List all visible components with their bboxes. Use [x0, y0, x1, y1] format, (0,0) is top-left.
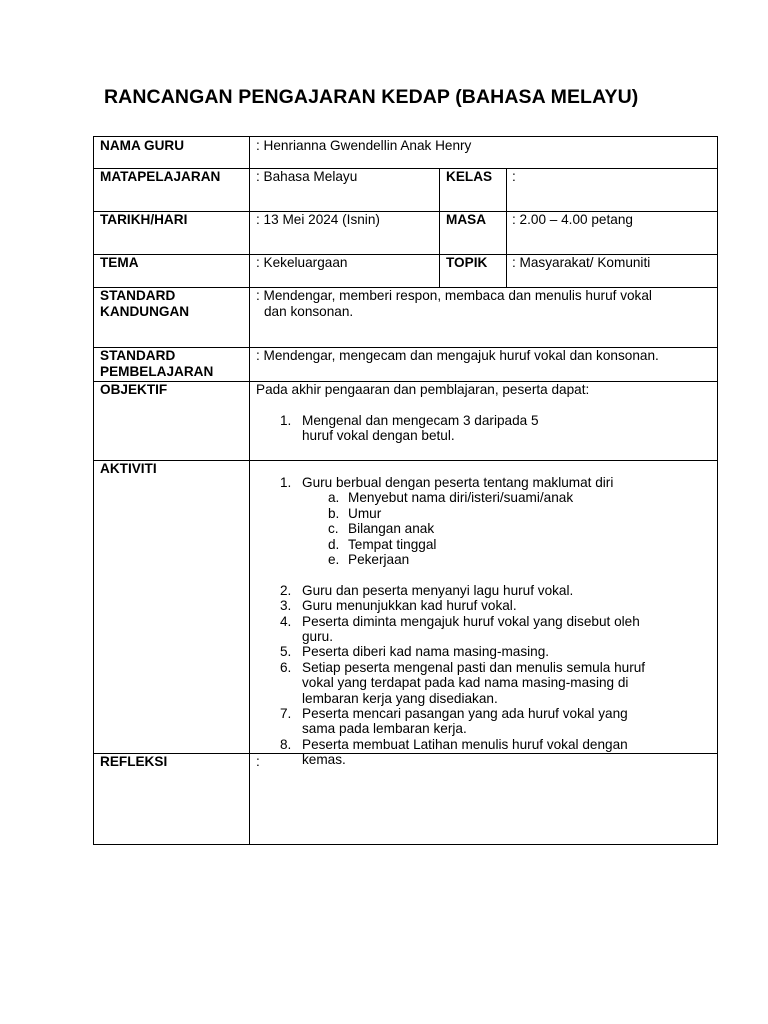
list-item — [256, 660, 664, 706]
kelas-value: : — [512, 169, 516, 184]
lesson-plan-table — [93, 136, 718, 845]
item-text: Guru menunjukkan kad huruf vokal. — [302, 598, 517, 614]
item-text: Guru dan peserta menyanyi lagu huruf vokal. — [302, 582, 574, 598]
objektif-intro: Pada akhir pengaaran dan pemblajaran, peserta dapat: — [256, 382, 590, 397]
page-title: RANCANGAN PENGAJARAN KEDAP (BAHASA MELAYU) — [104, 86, 639, 108]
item-number: 8. — [280, 736, 292, 752]
label-line: STANDARD — [100, 348, 176, 363]
item-number: 3. — [280, 598, 292, 614]
tarikh-label: TARIKH/HARI — [100, 212, 188, 227]
topik-value: : Masyarakat/ Komuniti — [512, 255, 651, 270]
sub-item — [256, 537, 664, 552]
standard-pembelajaran-value: : Mendengar, mengecam dan mengajuk huruf vokal dan konsonan. — [256, 348, 659, 363]
column-divider — [506, 168, 507, 287]
aktiviti-list — [256, 475, 664, 768]
column-divider — [439, 168, 440, 287]
label-line: KANDUNGAN — [100, 303, 190, 319]
sub-item — [256, 521, 664, 536]
matapelajaran-label: MATAPELAJARAN — [100, 169, 221, 184]
list-item — [256, 706, 664, 737]
list-item — [256, 644, 664, 659]
standard-pembelajaran-label — [100, 348, 213, 379]
value-line: : Mendengar, memberi respon, membaca dan menulis huruf vokal — [256, 288, 652, 303]
kelas-label: KELAS — [446, 169, 493, 184]
label-line: STANDARD — [100, 288, 176, 303]
sub-item-letter: b. — [328, 505, 340, 521]
objektif-label: OBJEKTIF — [100, 382, 168, 397]
item-text: Peserta membuat Latihan menulis huruf vokal dengan kemas. — [302, 736, 628, 768]
sub-item-letter: a. — [328, 490, 340, 506]
sub-item — [256, 506, 664, 521]
aktiviti-label: AKTIVITI — [100, 461, 157, 476]
list-item — [256, 475, 664, 490]
tema-label: TEMA — [100, 255, 139, 270]
masa-value: : 2.00 – 4.00 petang — [512, 212, 633, 227]
item-text: Setiap peserta mengenal pasti dan menulis semula huruf vokal yang terdapat pada kad nama masing-masing di lembaran kerja yang disediakan. — [302, 659, 646, 706]
item-text: Guru berbual dengan peserta tentang maklumat diri — [302, 475, 614, 490]
refleksi-value: : — [256, 754, 260, 769]
label-line: PEMBELAJARAN — [100, 363, 214, 379]
matapelajaran-value: : Bahasa Melayu — [256, 169, 358, 184]
list-item — [256, 737, 664, 768]
nama-guru-label: NAMA GURU — [100, 138, 185, 153]
item-text: Peserta diberi kad nama masing-masing. — [302, 644, 550, 660]
sub-item-text: Umur — [348, 505, 382, 521]
sub-item-letter: d. — [328, 536, 340, 552]
item-number: 5. — [280, 644, 292, 660]
item-text: Peserta mencari pasangan yang ada huruf vokal yang sama pada lembaran kerja. — [302, 706, 628, 737]
refleksi-label: REFLEKSI — [100, 754, 168, 769]
sub-item-text: Menyebut nama diri/isteri/suami/anak — [348, 490, 574, 506]
item-number: 7. — [280, 706, 292, 722]
sub-item-letter: c. — [328, 521, 339, 537]
objektif-list — [256, 413, 556, 444]
value-line: dan konsonan. — [264, 303, 354, 319]
tema-value: : Kekeluargaan — [256, 255, 348, 270]
item-number: 1. — [280, 413, 292, 428]
list-item — [256, 614, 664, 645]
list-item — [256, 583, 664, 598]
nama-guru-value: : Henrianna Gwendellin Anak Henry — [256, 138, 472, 153]
sub-item-text: Bilangan anak — [348, 521, 435, 537]
standard-kandungan-value — [256, 288, 652, 319]
masa-label: MASA — [446, 212, 487, 227]
list-item — [256, 413, 556, 444]
sub-item — [256, 490, 664, 505]
sub-item-text: Tempat tinggal — [348, 536, 437, 552]
topik-label: TOPIK — [446, 255, 488, 270]
list-item — [256, 598, 664, 613]
item-number: 4. — [280, 613, 292, 629]
item-number: 1. — [280, 475, 292, 490]
row-divider — [94, 460, 717, 461]
item-number: 2. — [280, 582, 292, 598]
spacer — [256, 567, 664, 582]
item-number: 6. — [280, 659, 292, 675]
sub-item — [256, 552, 664, 567]
sub-item-letter: e. — [328, 552, 340, 568]
tarikh-value: : 13 Mei 2024 (Isnin) — [256, 212, 380, 227]
standard-kandungan-label — [100, 288, 189, 319]
item-text: Mengenal dan mengecam 3 daripada 5 huruf vokal dengan betul. — [302, 413, 539, 444]
column-divider — [249, 137, 250, 844]
item-text: Peserta diminta mengajuk huruf vokal yang disebut oleh guru. — [302, 613, 640, 645]
sub-item-text: Pekerjaan — [348, 552, 410, 568]
